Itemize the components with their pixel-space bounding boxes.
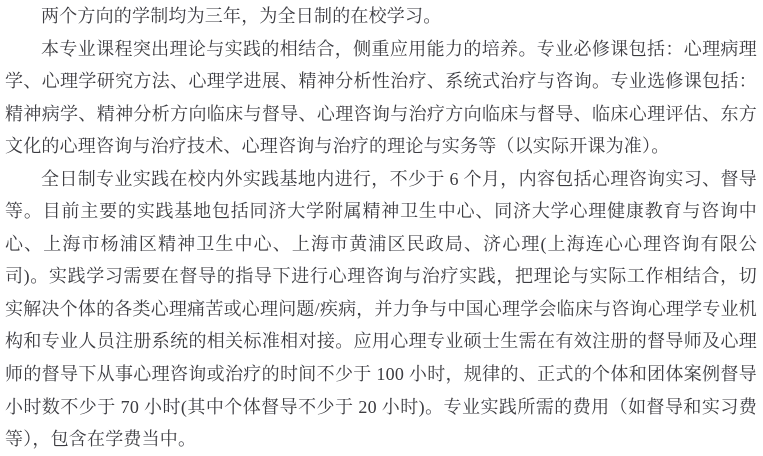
paragraph-curriculum: 本专业课程突出理论与实践的相结合，侧重应用能力的培养。专业必修课包括：心理病理学、心理学研究方法、心理学进展、精神分析性治疗、系统式治疗与咨询。专业选修课包括：精神病学、精神分析方向临床与督导、心理咨询与治疗方向临床与督导、临床心理评估、东方文化的心理咨询与治疗技术、心理咨询与治疗的理论与实务等（以实际开课为准）。 bbox=[5, 38, 757, 157]
document-body bbox=[5, 0, 757, 456]
paragraph-study-duration: 两个方向的学制均为三年，为全日制的在校学习。 bbox=[41, 6, 442, 26]
paragraph-practice-requirements: 全日制专业实践在校内外实践基地内进行，不少于 6 个月，内容包括心理咨询实习、督导等。目前主要的实践基地包括同济大学附属精神卫生中心、同济大学心理健康教育与咨询中心、上海市杨浦区精神卫生中心、上海市黄浦区民政局、济心理(上海连心心理咨询有限公司)。实践学习需要在督导的指导下进行心理咨询与治疗实践，把理论与实际工作相结合，切实解决个体的各类心理痛苦或心理问题/疾病，并力争与中国心理学会临床与咨询心理学专业机构和专业人员注册系统的相关标准相对接。应用心理专业硕士生需在有效注册的督导师及心理师的督导下从事心理咨询或治疗的时间不少于 100 小时，规律的、正式的个体和团体案例督导小时数不少于 70 小时(其中个体督导不少于 20 小时)。专业实践所需的费用（如督导和实习费等），包含在学费当中。 bbox=[5, 168, 757, 450]
